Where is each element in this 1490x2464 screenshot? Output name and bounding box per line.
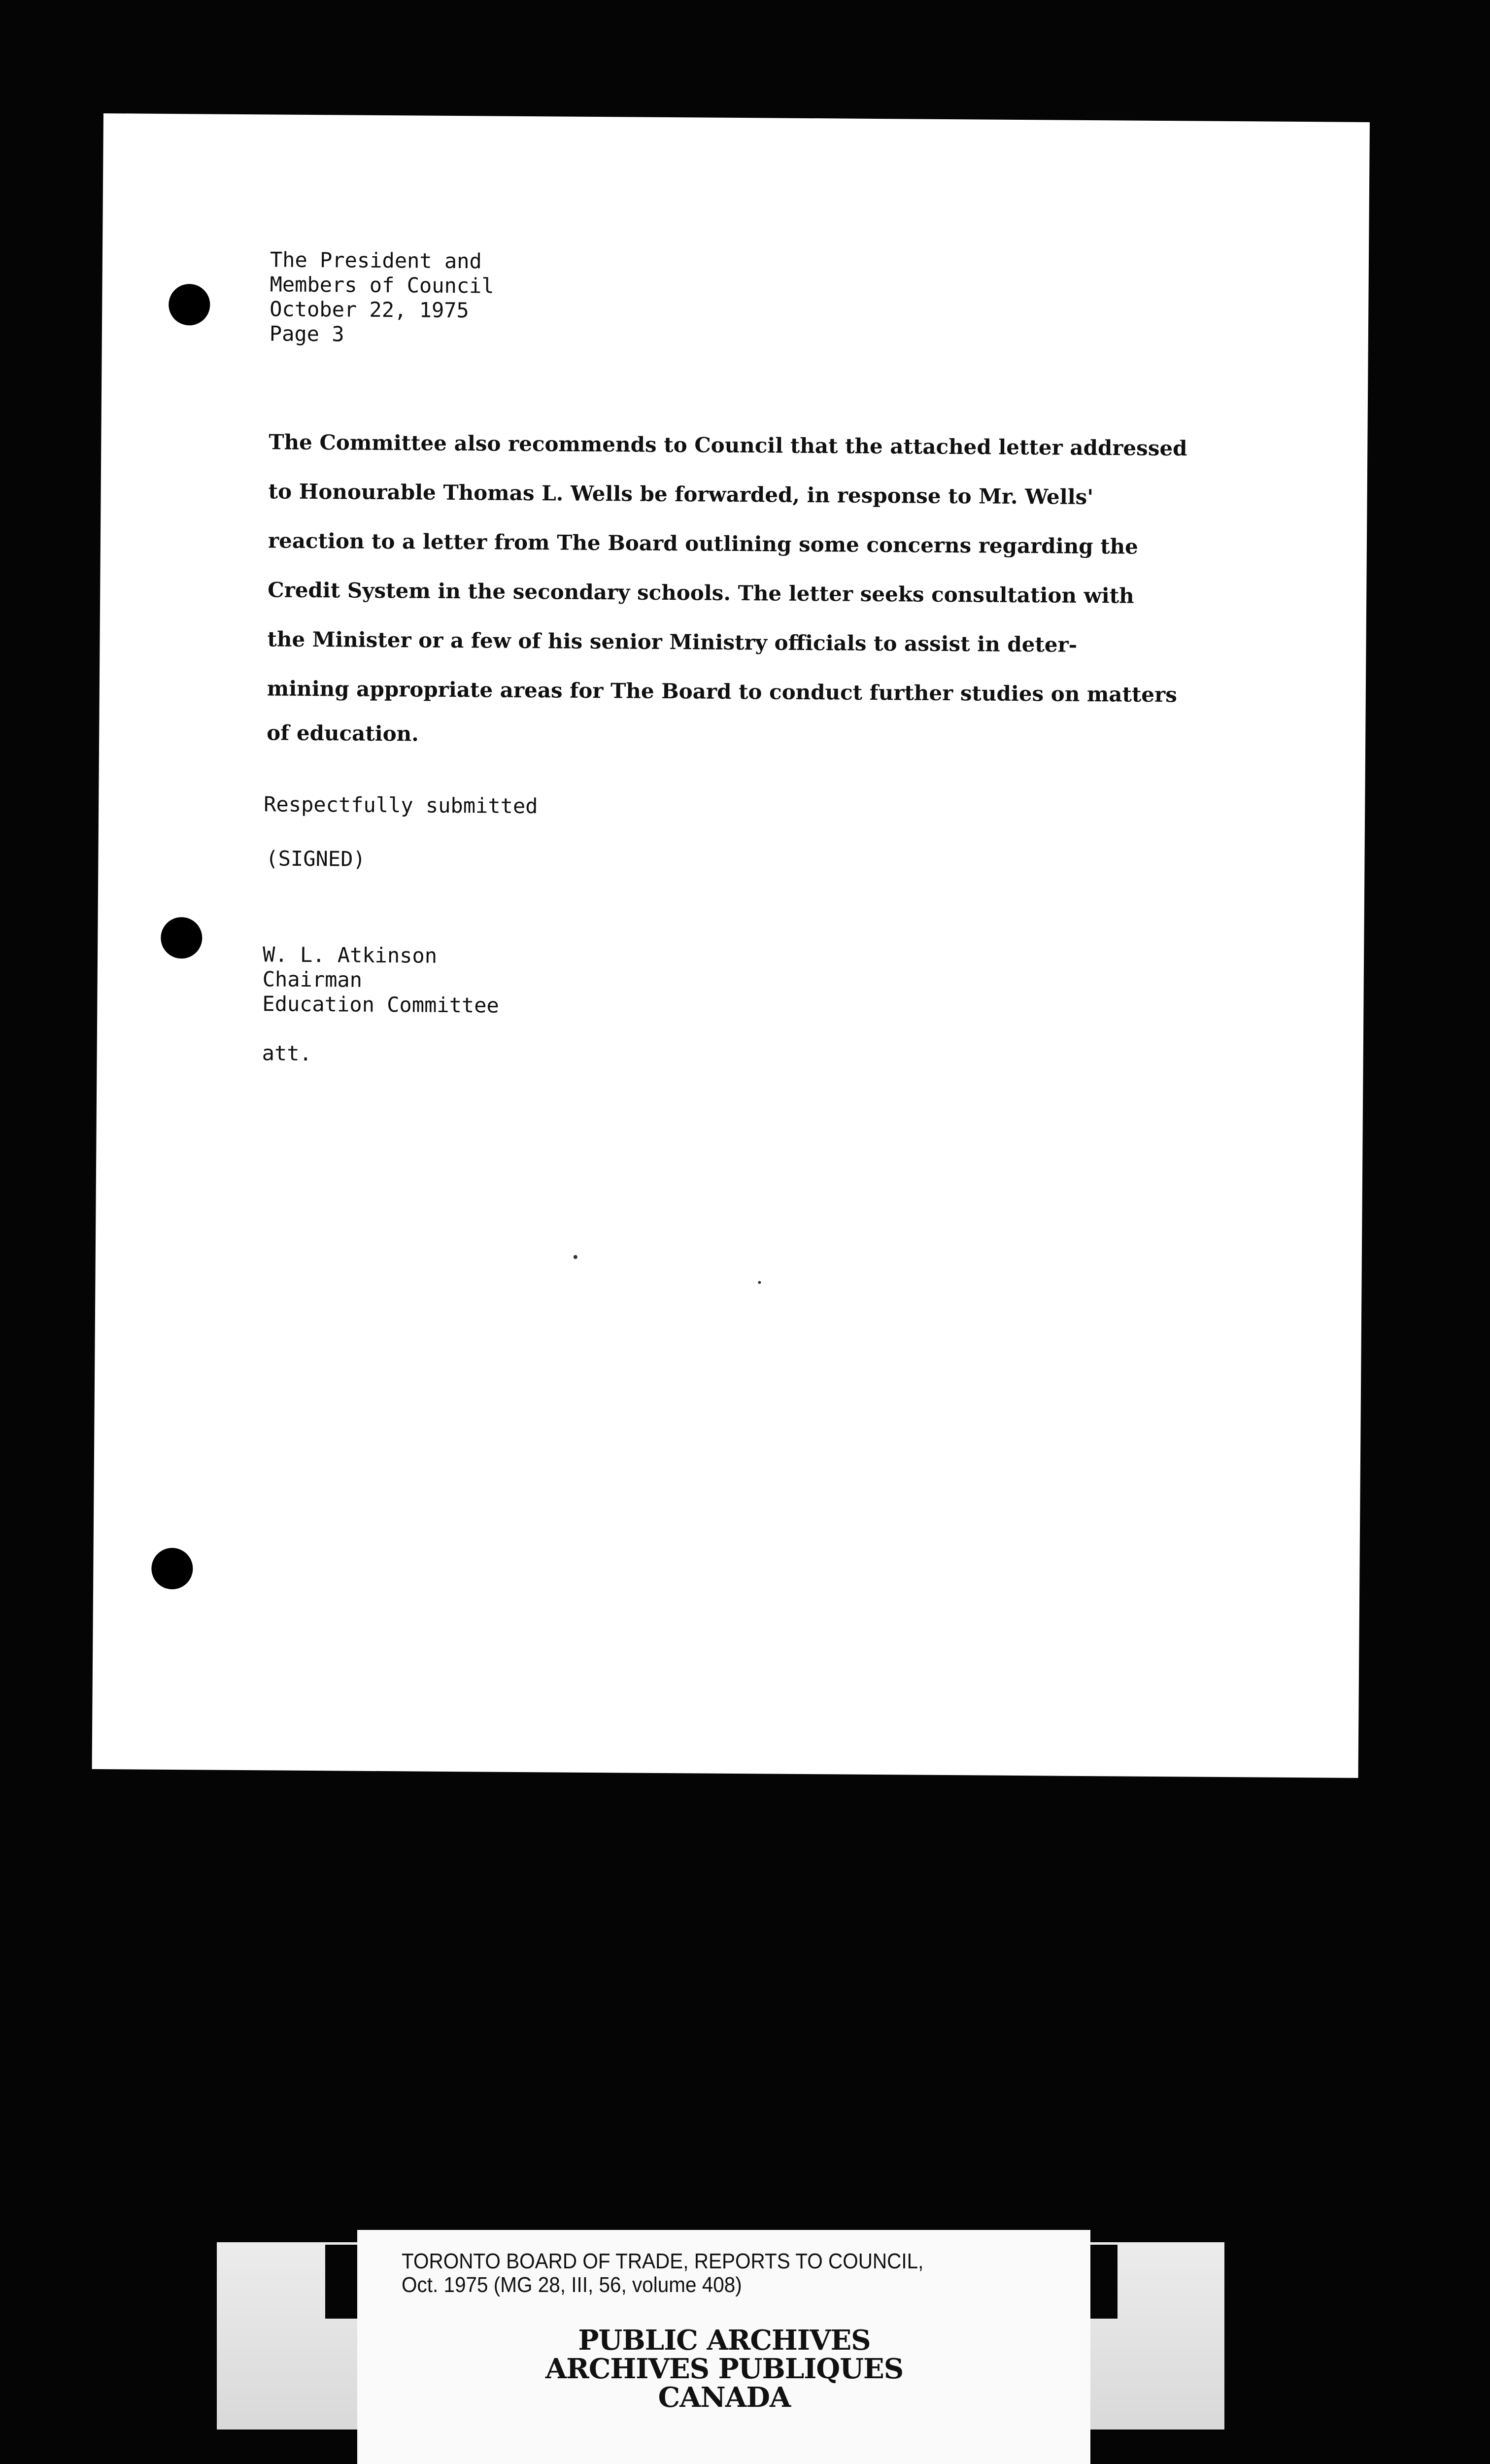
punch-hole: [151, 1548, 193, 1590]
signer-committee: Education Committee: [262, 992, 499, 1018]
reference-line: TORONTO BOARD OF TRADE, REPORTS TO COUNCIL,: [402, 2249, 924, 2273]
punch-hole: [169, 284, 210, 326]
date-line: October 22, 1975: [270, 297, 469, 323]
stamp-line: PUBLIC ARCHIVES: [578, 2324, 871, 2357]
signer-name: W. L. Atkinson: [262, 942, 438, 968]
body-paragraph: [267, 417, 1245, 759]
speck: [758, 1281, 761, 1284]
speck: [574, 1255, 577, 1259]
signer-title: Chairman: [262, 967, 363, 992]
address-line: Members of Council: [270, 272, 494, 298]
stamp-line: CANADA: [658, 2381, 791, 2414]
address-line: The President and: [270, 247, 482, 274]
body-line: reaction to a letter from The Board outlining some concerns regarding the: [268, 528, 1139, 559]
body-line: the Minister or a few of his senior Ministry officials to assist in deter-: [267, 627, 1078, 657]
label-notch: [325, 2245, 357, 2319]
punch-hole: [161, 917, 203, 959]
address-block: [270, 247, 495, 347]
attachment-note: att.: [262, 1041, 312, 1065]
archive-stamp: [503, 2326, 946, 2412]
stamp-line: ARCHIVES PUBLIQUES: [545, 2353, 904, 2385]
page-number: Page 3: [269, 321, 344, 346]
archive-reference: [402, 2250, 923, 2297]
signed-marker: (SIGNED): [266, 846, 366, 871]
signature-block: [262, 942, 499, 1018]
document-page: [92, 113, 1370, 1778]
label-notch: [1090, 2245, 1118, 2319]
closing-line: Respectfully submitted: [264, 792, 538, 819]
reference-line: Oct. 1975 (MG 28, III, 56, volume 408): [402, 2273, 742, 2297]
body-line: The Committee also recommends to Council that the attached letter addressed: [269, 430, 1187, 461]
body-line: Credit System in the secondary schools. The letter seeks consultation with: [268, 578, 1134, 608]
body-line: mining appropriate areas for The Board to conduct further studies on matters: [267, 676, 1178, 707]
body-line: of education.: [267, 720, 419, 746]
body-line: to Honourable Thomas L. Wells be forwarded, in response to Mr. Wells': [268, 479, 1094, 510]
